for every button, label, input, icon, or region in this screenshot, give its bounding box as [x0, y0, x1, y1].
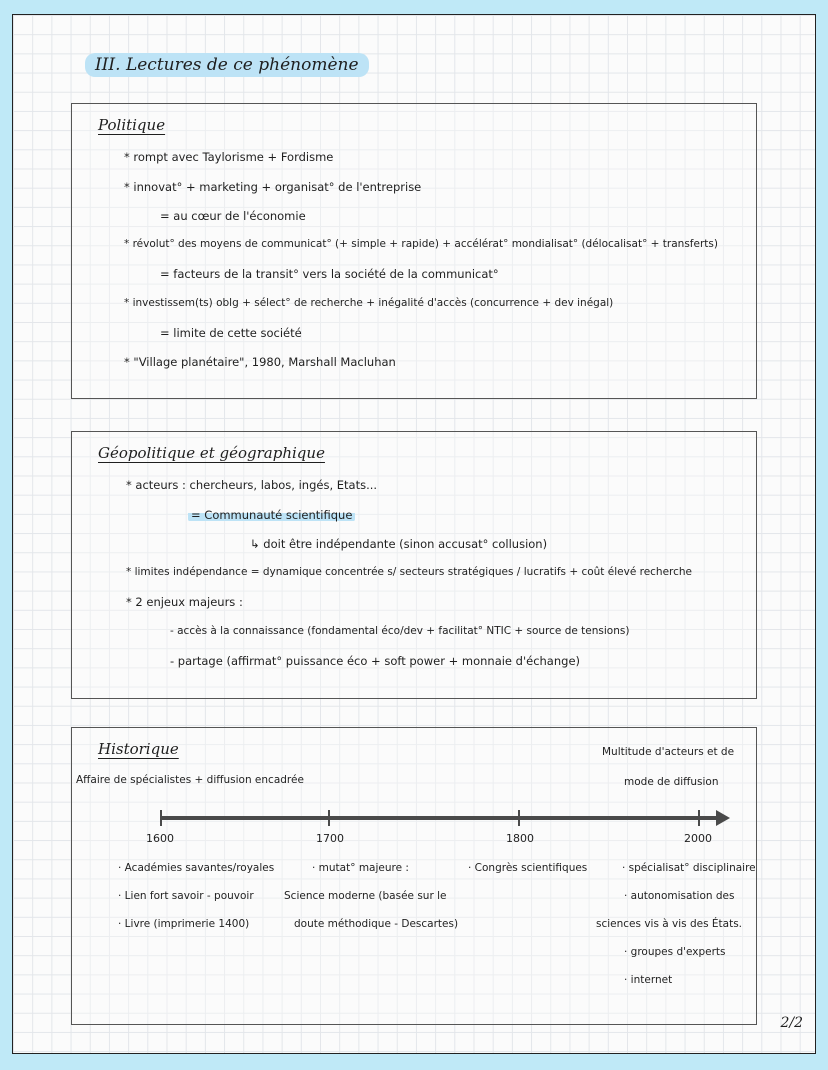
historique-title: Historique — [98, 740, 179, 758]
col2000-item-2: · autonomisation des — [624, 890, 735, 902]
col1700-item-1: · mutat° majeure : — [312, 862, 409, 874]
geopolitique-title: Géopolitique et géographique — [98, 444, 325, 462]
col2000-item-1: · spécialisat° disciplinaire — [622, 862, 756, 874]
geopolitique-line-2 — [188, 508, 355, 522]
politique-line-5: = facteurs de la transit° vers la société de la communicat° — [160, 267, 499, 281]
geopolitique-line-6: - accès à la connaissance (fondamental éco/dev + facilitat° NTIC + source de tensions) — [170, 625, 630, 637]
geopolitique-line-3: ↳ doit être indépendante (sinon accusat° collusion) — [250, 537, 548, 551]
geopolitique-line-1: * acteurs : chercheurs, labos, ingés, Etats... — [126, 478, 378, 492]
historique-right-caption-2: mode de diffusion — [624, 776, 719, 788]
timeline-axis — [160, 816, 722, 820]
col1800-item-1: · Congrès scientifiques — [468, 862, 588, 874]
year-1800: 1800 — [506, 832, 534, 845]
politique-title: Politique — [98, 116, 166, 134]
notebook-page — [12, 14, 816, 1054]
timeline-tick-2000 — [698, 810, 700, 826]
historique-left-caption: Affaire de spécialistes + diffusion encadrée — [76, 774, 304, 786]
section-title: III. Lectures de ce phénomène — [85, 55, 369, 75]
geopolitique-line-7: - partage (affirmat° puissance éco + soft power + monnaie d'échange) — [170, 654, 581, 668]
geopolitique-line-4: * limites indépendance = dynamique concentrée s/ secteurs stratégiques / lucratifs + coût élevé recherche — [126, 566, 693, 578]
politique-line-3: = au cœur de l'économie — [160, 209, 306, 223]
col1600-item-3: · Livre (imprimerie 1400) — [118, 918, 250, 930]
politique-line-2: * innovat° + marketing + organisat° de l'entreprise — [124, 180, 422, 194]
politique-line-6: * investissem(ts) oblg + sélect° de recherche + inégalité d'accès (concurrence + dev inégal) — [124, 297, 614, 309]
politique-box — [71, 103, 757, 399]
geopolitique-box — [71, 431, 757, 699]
page-number: 2/2 — [780, 1015, 803, 1031]
communaute-highlight: = Communauté scientifique — [188, 508, 355, 522]
year-2000: 2000 — [684, 832, 712, 845]
politique-line-7: = limite de cette société — [160, 326, 302, 340]
col1600-item-2: · Lien fort savoir - pouvoir — [118, 890, 254, 902]
col1600-item-1: · Académies savantes/royales — [118, 862, 275, 874]
geopolitique-line-5: * 2 enjeux majeurs : — [126, 595, 243, 609]
col1700-item-3: doute méthodique - Descartes) — [294, 918, 459, 930]
year-1600: 1600 — [146, 832, 174, 845]
historique-right-caption-1: Multitude d'acteurs et de — [602, 746, 735, 758]
col2000-item-4: · groupes d'experts — [624, 946, 726, 958]
politique-line-8: * "Village planétaire", 1980, Marshall Macluhan — [124, 355, 396, 369]
timeline-tick-1700 — [328, 810, 330, 826]
historique-box — [71, 727, 757, 1025]
politique-line-1: * rompt avec Taylorisme + Fordisme — [124, 150, 334, 164]
timeline-tick-1800 — [518, 810, 520, 826]
col1700-item-2: Science moderne (basée sur le — [284, 890, 447, 902]
timeline-arrow-icon — [716, 810, 730, 826]
col2000-item-5: · internet — [624, 974, 673, 986]
timeline-tick-1600 — [160, 810, 162, 826]
col2000-item-3: sciences vis à vis des États. — [596, 918, 743, 930]
year-1700: 1700 — [316, 832, 344, 845]
politique-line-4: * révolut° des moyens de communicat° (+ simple + rapide) + accélérat° mondialisat° (délocalisat° + transferts) — [124, 238, 718, 250]
